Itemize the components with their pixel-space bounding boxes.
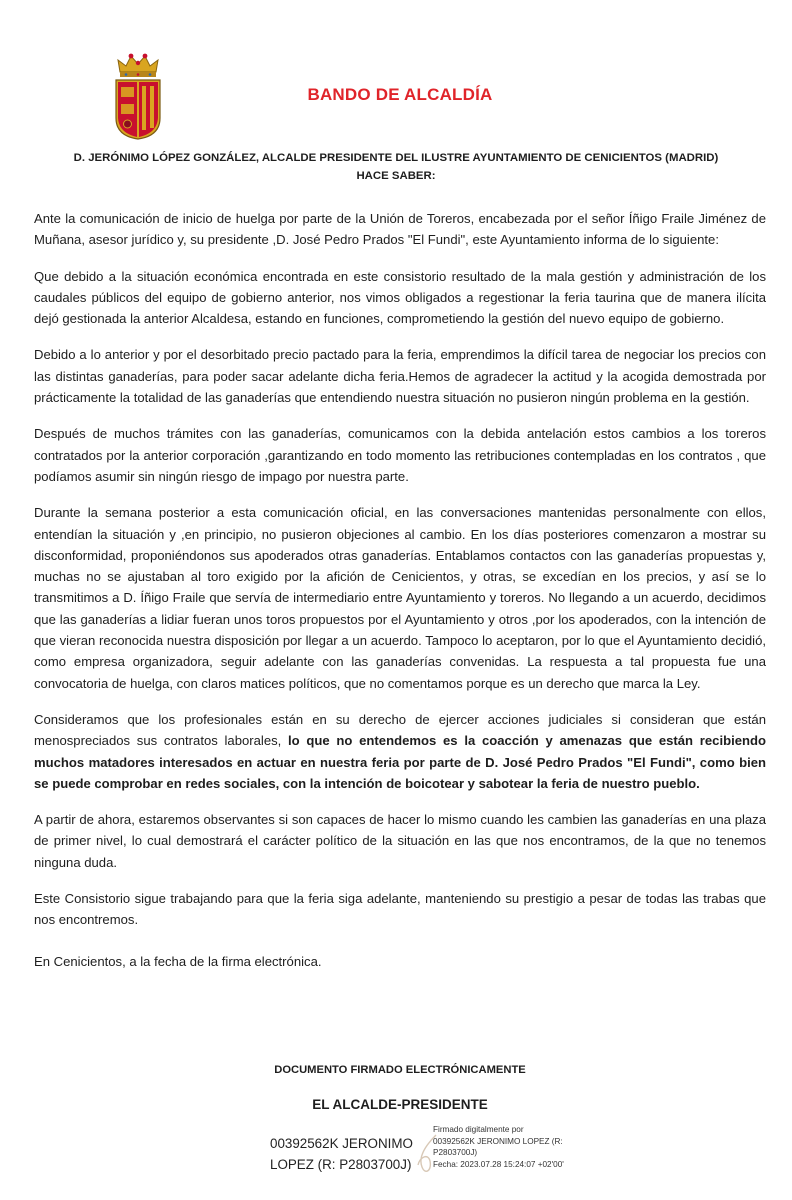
- signature-date: Fecha: 2023.07.28 15:24:07 +02'00': [433, 1159, 564, 1169]
- paragraph-1: Ante la comunicación de inicio de huelga por parte de la Unión de Toreros, encabezada por el señor Íñigo Fraile Jiménez de Muñana, asesor jurídico y, su presidente ,D. José Pedro Prados "El Fundi", este Ayuntamiento informa de lo siguiente:: [34, 211, 766, 248]
- digital-signature-details: [433, 1124, 613, 1170]
- paragraph-7: A partir de ahora, estaremos observantes si son capaces de hacer lo mismo cuando les cambien las ganaderías en una plaza de primer nivel, lo cual demostrará el carácter político de la situación en las que nos encontramos, de la que no tenemos ninguna duda.: [34, 812, 766, 870]
- paragraph-9: En Cenicientos, a la fecha de la firma electrónica.: [34, 953, 322, 969]
- electronic-signature-label: DOCUMENTO FIRMADO ELECTRÓNICAMENTE: [274, 1064, 526, 1076]
- paragraph-6-text: Consideramos que los profesionales están en su derecho de ejercer acciones judiciales si consideran que están menospreciados sus contratos laborales,: [34, 711, 766, 749]
- signer-name-line-1: 00392562K JERONIMO: [270, 1136, 413, 1151]
- paragraph-5: Durante la semana posterior a esta comunicación oficial, en las conversaciones mantenidas personalmente con ellos, entendían la situación y ,en principio, no pusieron objeciones al cambio. En los días posteriores comenzaron a mostrar su disconformidad, proponiéndonos sus apoderados otras ganaderías. Entablamos contactos con las ganaderías propuestas y, muchas no se ajustaban al toro exigido por la afición de Cenicientos, y otras, se excedían en los precios, y así se lo transmitimos a D. Íñigo Fraile que servía de intermediario entre Ayuntamiento y toreros. No llegando a un acuerdo, decidimos que las ganaderías a lidiar fueran unos toros propuestos por el Ayuntamiento y otros ,por los apoderados, con la intención de que vieran reconocida nuestra disposición por llegar a un acuerdo. Tampoco lo aceptaron, por lo que el Ayuntamiento decidió, como empresa organizadora, seguir adelante con las ganaderías convenidas. La respuesta a tal propuesta fue una convocatoria de huelga, con claros matices políticos, que no comentamos porque es un derecho que marca la Ley.: [34, 505, 766, 691]
- signature-detail-line-2: 00392562K JERONIMO LOPEZ (R:: [433, 1136, 563, 1146]
- paragraph-6-emphasis: lo que no entendemos es la coacción y amenazas que están recibiendo muchos matadores interesados en actuar en nuestra feria por parte de D. José Pedro Prados "El Fundi", como bien se puede comprobar en redes sociales, con la intención de boicotear y sabotear la feria de nuestro pueblo.: [34, 733, 766, 791]
- hace-saber-heading: HACE SABER:: [356, 170, 436, 182]
- mayor-title: EL ALCALDE-PRESIDENTE: [312, 1097, 488, 1112]
- paragraph-3: Debido a lo anterior y por el desorbitado precio pactado para la feria, emprendimos la difícil tarea de negociar los precios con las distintas ganaderías, para poder sacar adelante dicha feria.Hemos de agradecer la actitud y la acogida demostrada por prácticamente la totalidad de las ganaderías que entendiendo nuestra situación no pusieron ningún problema en la gestión.: [34, 347, 766, 406]
- paragraph-8: Este Consistorio sigue trabajando para que la feria siga adelante, manteniendo su prestigio a pesar de todas las trabas que nos encontremos.: [34, 891, 766, 928]
- document-title: BANDO DE ALCALDÍA: [307, 85, 493, 104]
- signature-detail-line-1: Firmado digitalmente por: [433, 1125, 524, 1134]
- paragraph-6: [34, 709, 766, 794]
- municipal-coat-of-arms: [112, 52, 164, 140]
- signature-detail-line-3: P2803700J): [433, 1148, 478, 1158]
- mayor-introduction: D. JERÓNIMO LÓPEZ GONZÁLEZ, ALCALDE PRESIDENTE DEL ILUSTRE AYUNTAMIENTO DE CENICIENTOS (MADRID): [73, 152, 719, 164]
- proclamation-header: [30, 149, 762, 185]
- paragraph-4: Después de muchos trámites con las ganaderías, comunicamos con la debida antelación estos cambios a los toreros contratados por la anterior corporación ,garantizando en todo momento las retribuciones contempladas en los contratos , que podíamos asumir sin ningún riesgo de impago por nuestra parte.: [34, 426, 766, 484]
- document-body: [34, 208, 766, 987]
- paragraph-2: Que debido a la situación económica encontrada en este consistorio resultado de la mala gestión y administración de los caudales públicos del equipo de gobierno anterior, nos vimos obligados a regestionar la feria taurina que de manera ilícita dejó gestionada la anterior Alcaldesa, estando en funciones, comprometiendo la gestión del nuevo equipo de gobierno.: [34, 268, 766, 327]
- signer-name-line-2: LOPEZ (R: P2803700J): [270, 1157, 412, 1172]
